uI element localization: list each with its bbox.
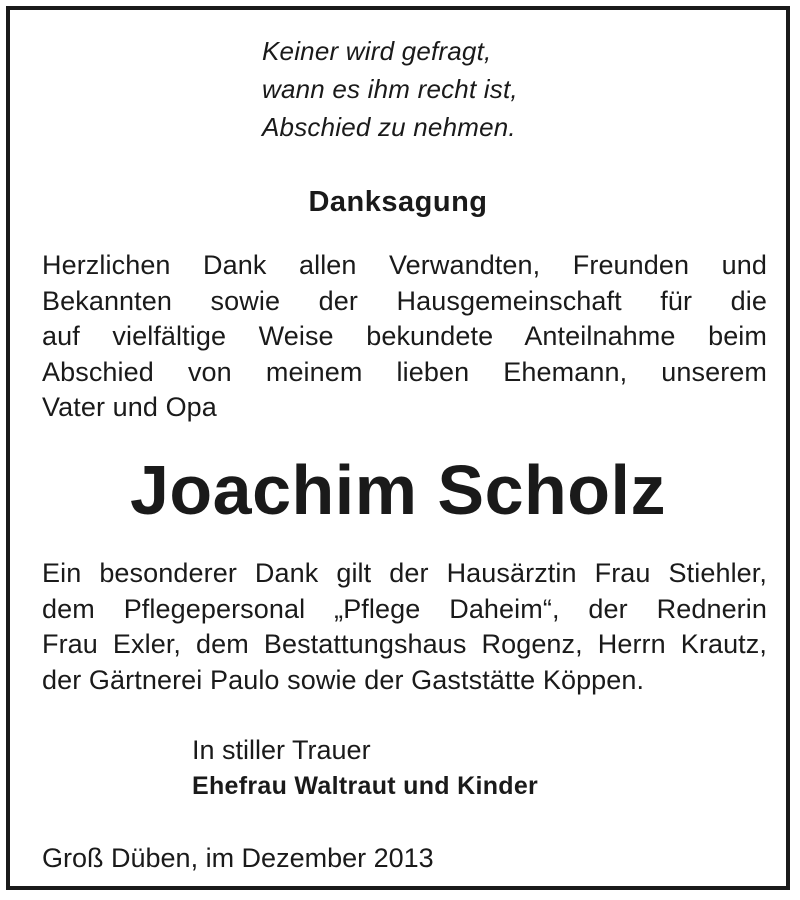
thanks-line: Ein besonderer Dank gilt der Hausärztin Frau Stiehler, [42,558,767,588]
thanks-line: Frau Exler, dem Bestattungshaus Rogenz, Herrn Krautz, [42,629,767,659]
thanks-paragraph [42,556,767,698]
poem-line: Abschied zu nehmen. [262,112,516,142]
intro-line: Vater und Opa [42,392,217,422]
intro-paragraph [42,248,767,426]
intro-line: Abschied von meinem lieben Ehemann, unserem [42,356,767,387]
place-date: Groß Düben, im Dezember 2013 [42,843,434,873]
poem-line: Keiner wird gefragt, [262,36,492,66]
deceased-name: Joachim Scholz [129,451,667,529]
thanks-line: der Gärtnerei Paulo sowie der Gaststätte Köppen. [42,664,645,695]
mourning-phrase: In stiller Trauer [192,735,371,765]
poem [262,32,518,146]
obituary-notice [6,6,790,890]
intro-line: Bekannten sowie der Hausgemeinschaft für die [42,285,767,316]
intro-line: Herzlichen Dank allen Verwandten, Freunden und [42,250,767,280]
heading: Danksagung [308,186,488,218]
poem-line: wann es ihm recht ist, [262,74,518,104]
intro-line: auf vielfältige Weise bekundete Anteilnahme beim [42,321,767,351]
thanks-line: dem Pflegepersonal „Pflege Daheim“, der Rednerin [42,593,767,624]
signers: Ehefrau Waltraut und Kinder [192,772,539,800]
